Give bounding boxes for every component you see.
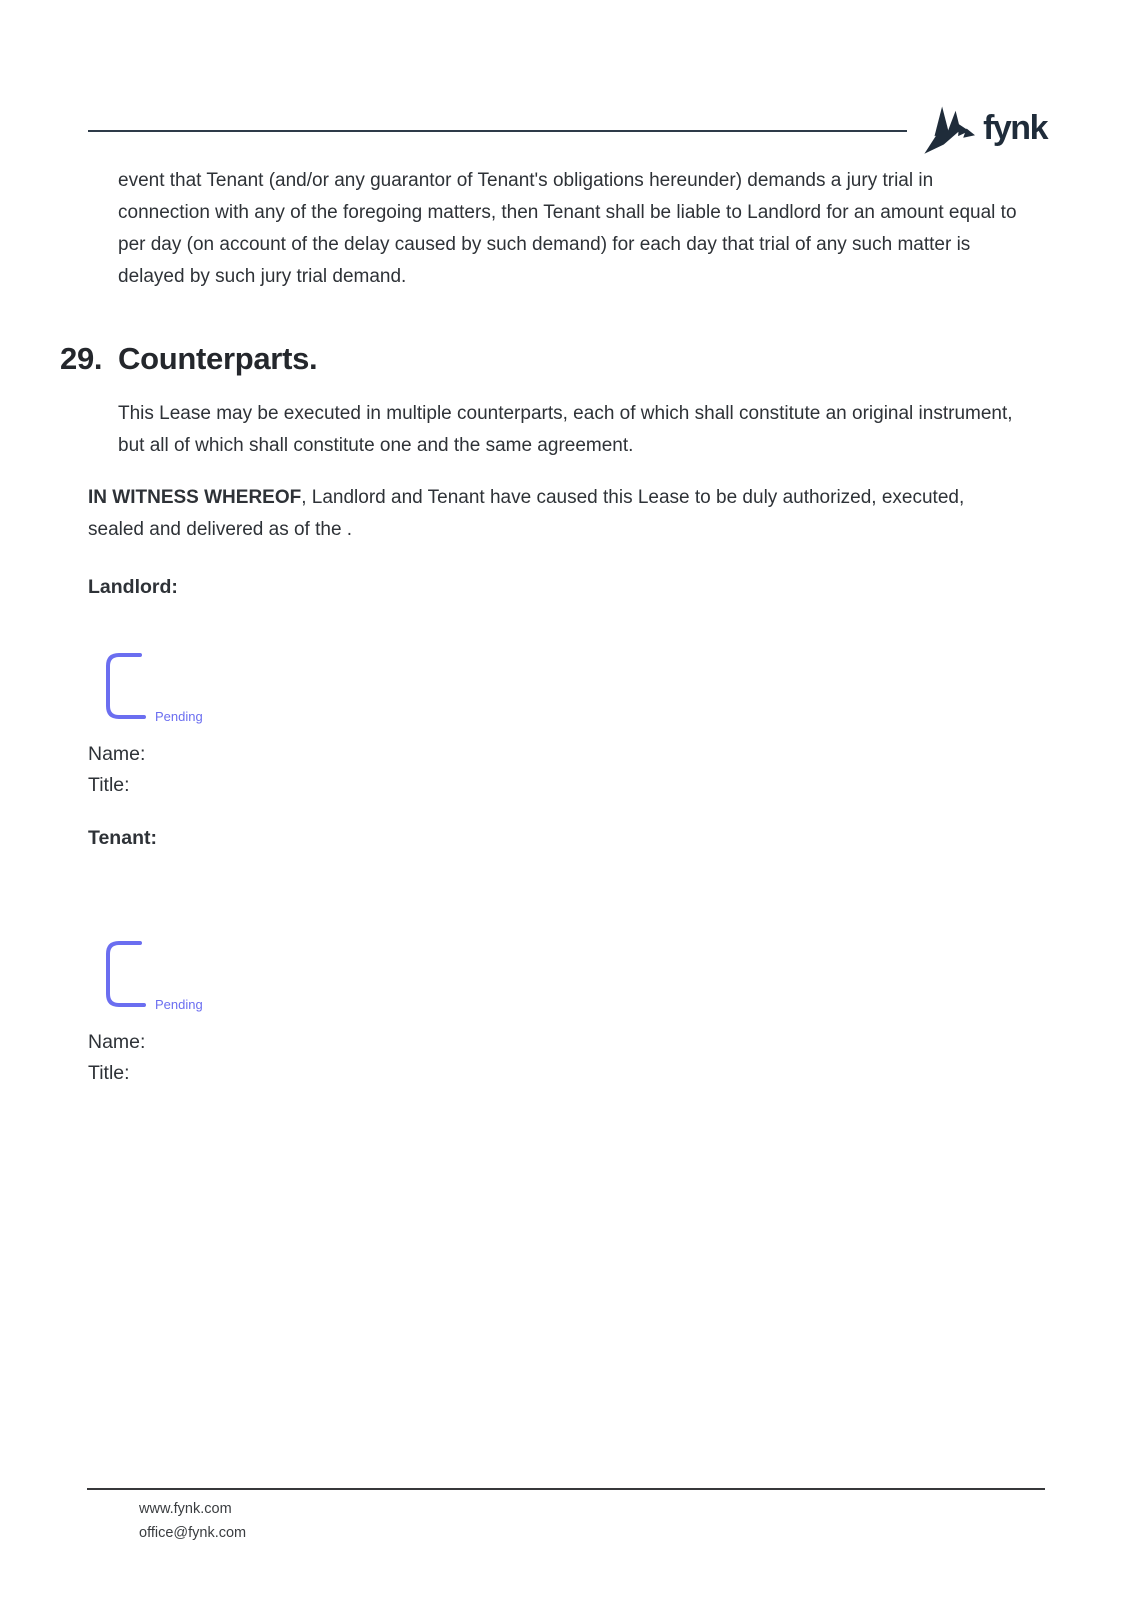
landlord-title-label: Title: bbox=[88, 774, 130, 796]
origami-bird-icon bbox=[921, 106, 975, 156]
pending-status-badge: Pending bbox=[155, 709, 203, 724]
document-content bbox=[60, 165, 1043, 1089]
tenant-name-label: Name: bbox=[88, 1031, 146, 1053]
witness-clause-bold: IN WITNESS WHEREOF bbox=[88, 487, 302, 508]
footer-email: office@fynk.com bbox=[139, 1525, 247, 1541]
intro-paragraph: event that Tenant (and/or any guarantor of Tenant's obligations hereunder) demands a jury trial in connection with any of the foregoing matters, then Tenant shall be liable to Landlord for an amount equal to per day (on account of the delay caused by such demand) for each day that trial of any such matter is delayed by such jury trial demand. bbox=[118, 170, 1017, 287]
section-body-paragraph: This Lease may be executed in multiple counterparts, each of which shall constitute an original instrument, but all of which shall constitute one and the same agreement. bbox=[118, 403, 1013, 456]
tenant-title-label: Title: bbox=[88, 1062, 130, 1084]
witness-clause-rest: , Landlord and Tenant have caused this Lease to be duly authorized, executed, sealed and delivered as of the . bbox=[88, 487, 965, 540]
tenant-signature-field[interactable] bbox=[104, 936, 1043, 1012]
signature-bracket-icon bbox=[104, 652, 148, 720]
page-footer bbox=[87, 1488, 1045, 1545]
tenant-label: Tenant: bbox=[88, 827, 157, 849]
footer-website: www.fynk.com bbox=[139, 1501, 232, 1517]
header-divider bbox=[88, 130, 907, 132]
landlord-label: Landlord: bbox=[88, 576, 178, 598]
witness-clause bbox=[88, 482, 1008, 546]
landlord-signature-field[interactable] bbox=[104, 648, 1043, 724]
footer-contact bbox=[87, 1490, 1045, 1545]
landlord-name-title bbox=[88, 739, 1043, 801]
section-title: Counterparts. bbox=[118, 341, 318, 376]
tenant-name-title bbox=[88, 1027, 1043, 1089]
fynk-logo bbox=[921, 106, 1047, 156]
pending-status-badge: Pending bbox=[155, 997, 203, 1012]
landlord-name-label: Name: bbox=[88, 743, 146, 765]
page-header bbox=[88, 103, 1047, 159]
logo-wordmark: fynk bbox=[983, 109, 1047, 147]
signature-bracket-icon bbox=[104, 940, 148, 1008]
section-number: 29. bbox=[60, 341, 103, 376]
section-heading bbox=[60, 338, 1043, 380]
